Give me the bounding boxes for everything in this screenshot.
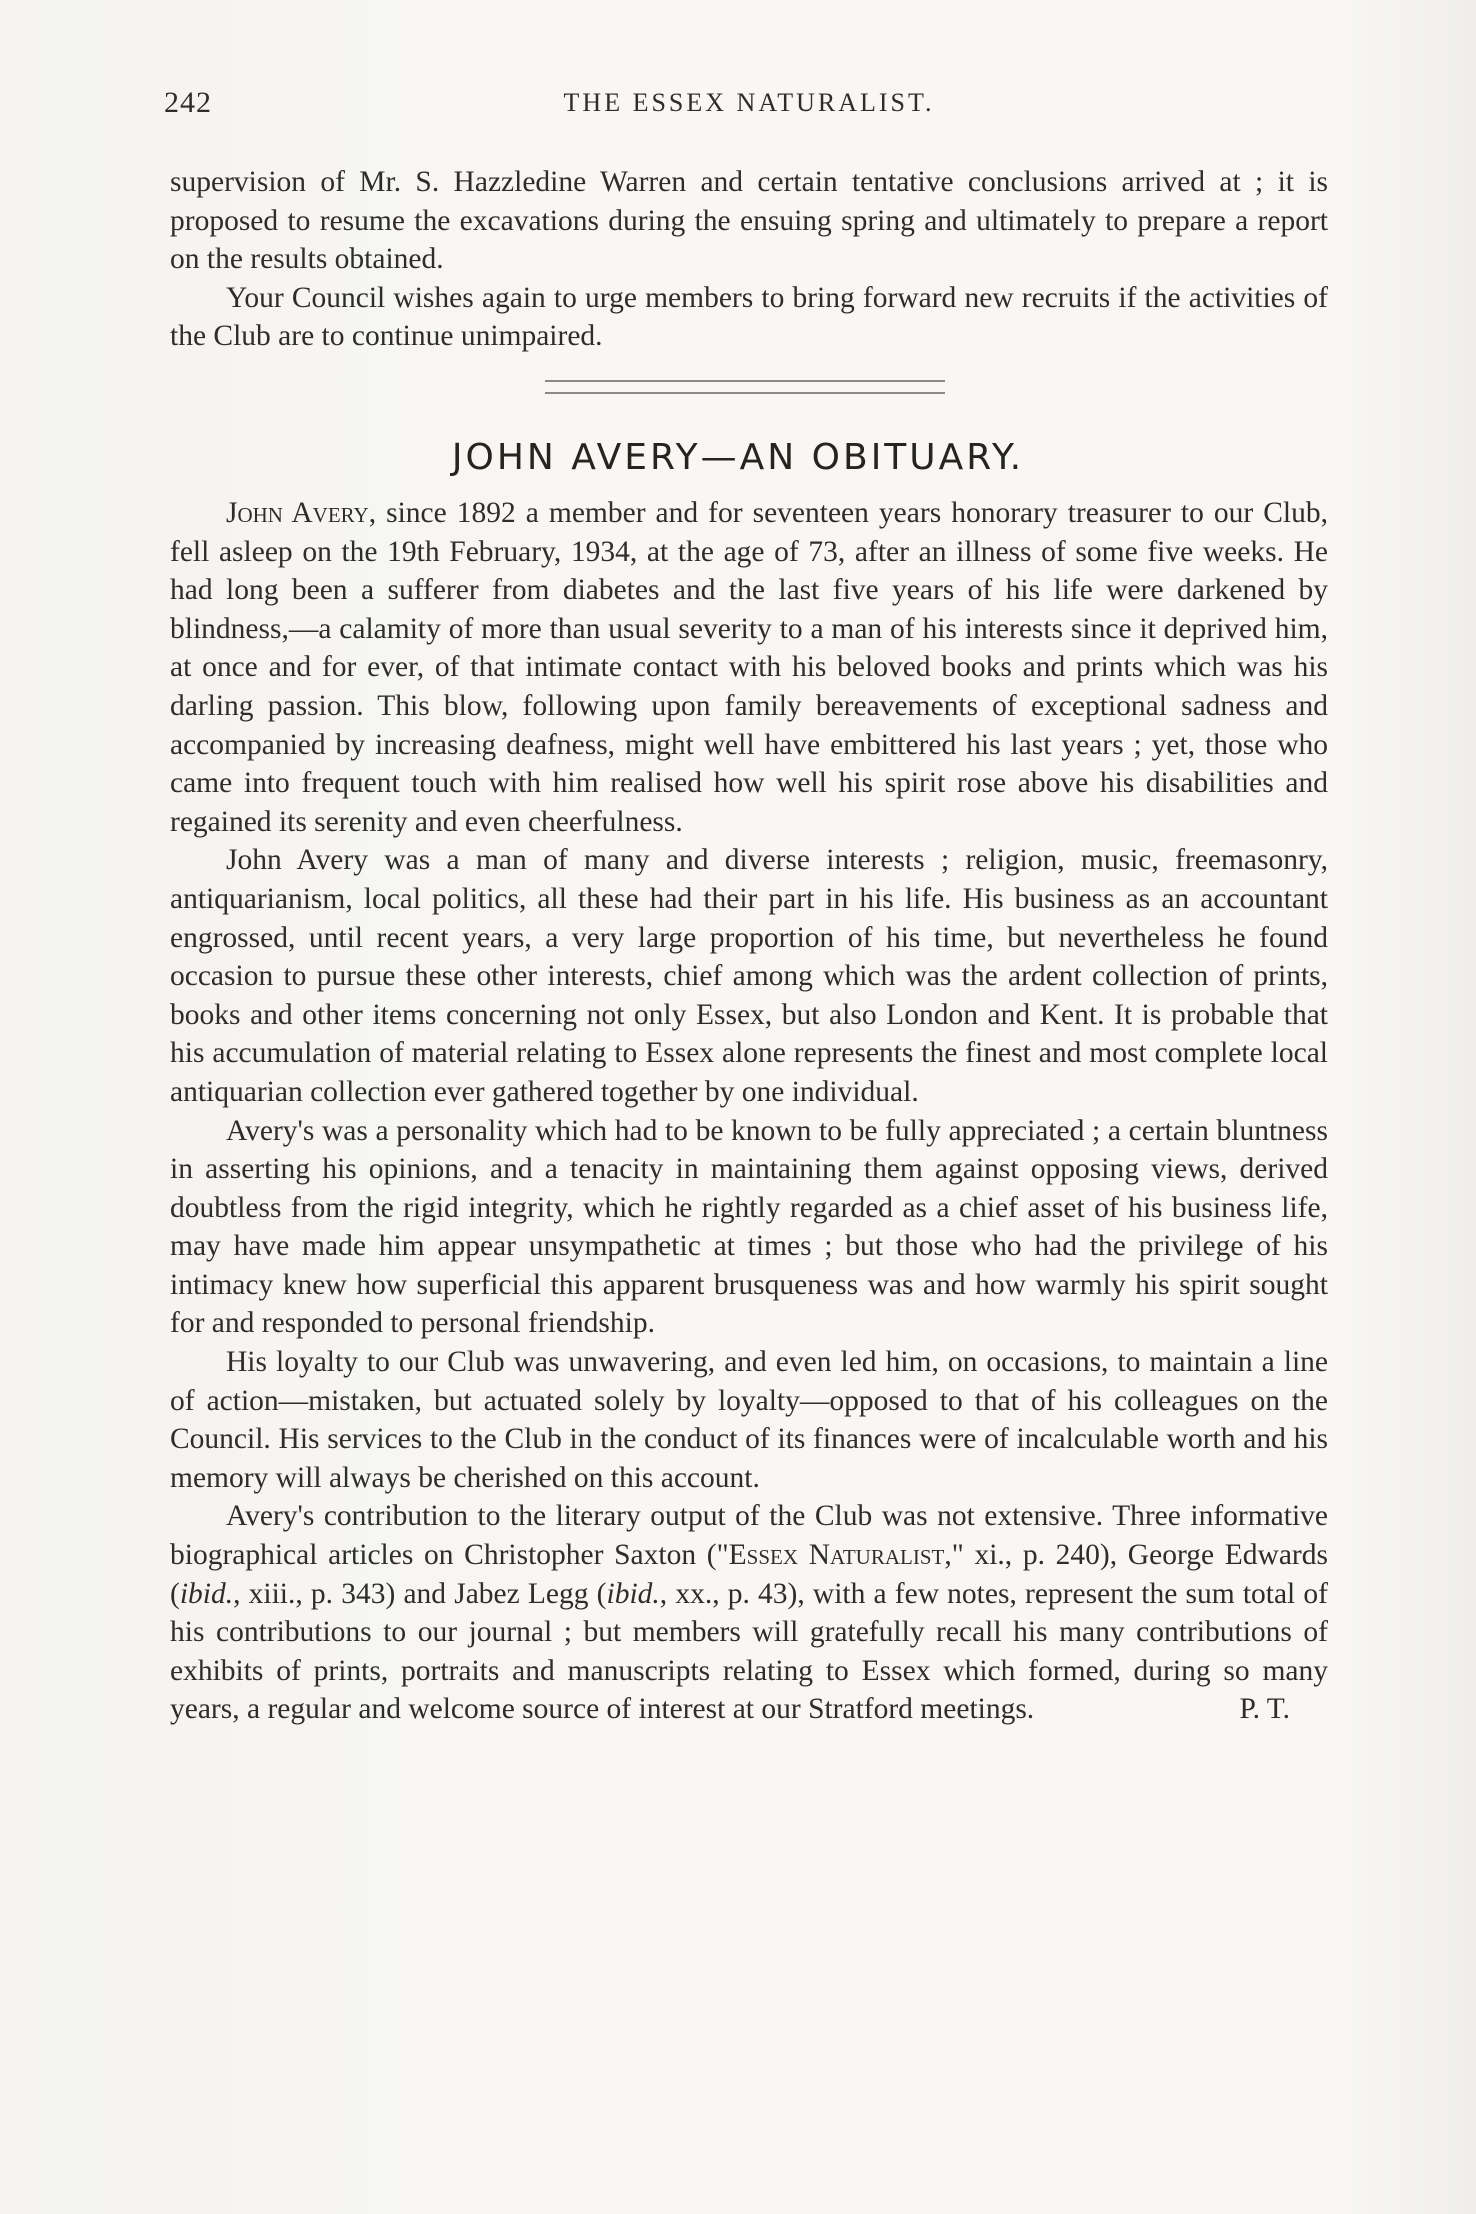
journal-name: Essex Naturalist [728, 1539, 945, 1572]
intro-paragraph-1: supervision of Mr. S. Hazzledine Warren and certain tentative conclusions arrived at ; it is proposed to resume the excavations during the ensuing spring and ultimately to prepare a report on the results obtained. [170, 166, 1328, 276]
obituary-paragraph-1 [170, 494, 1328, 841]
paragraph-5-text-b: ," xi., p. 240), George Edwards ( [170, 1539, 1328, 1610]
ibid-reference: ibid. [606, 1577, 660, 1610]
subject-name: John Avery [226, 497, 369, 529]
intro-paragraph-2: Your Council wishes again to urge members to bring forward new recruits if the activities of the Club are to continue unimpaired. [170, 281, 1328, 353]
intro-section [170, 163, 1328, 356]
page-header [164, 86, 1334, 126]
obituary-body [170, 494, 1328, 1729]
paragraph-5-text-a: Avery's contribution to the literary output of the Club was not extensive. Three informative biographical articles on Christopher Saxton (" [170, 1500, 1328, 1572]
running-title: THE ESSEX NATURALIST. [563, 88, 935, 117]
obituary-paragraph-2: John Avery was a man of many and diverse interests ; religion, music, freemasonry, antiquarianism, local politics, all these had their part in his life. His business as an accountant engrossed, until recent years, a very large proportion of his time, but nevertheless he found occasion to pursue these other interests, chief among which was the ardent collection of prints, books and other items concerning not only Essex, but also London and Kent. It is probable that his accumulation of material relating to Essex alone represents the finest and most complete local antiquarian collection ever gathered together by one individual. [170, 844, 1328, 1108]
author-initials: P. T. [1239, 1693, 1290, 1726]
obituary-paragraph-1-text: , since 1892 a member and for seventeen years honorary treasurer to our Club, fell asleep on the 19th February, 1934, at the age of 73, after an illness of some five weeks. He had long been a sufferer from diabetes and the last five years of his life were darkened by blindness,—a calamity of more than usual severity to a man of his interests since it deprived him, at once and for ever, of that intimate contact with his beloved books and prints which was his darling passion. This blow, following upon family bereavements of exceptional sadness and accompanied by increasing deafness, might well have embittered his last years ; yet, those who came into frequent touch with him realised how well his spirit rose above his disabilities and regained its serenity and even cheerfulness. [170, 497, 1328, 838]
paragraph-5-text-d: , xx., p. 43), with a few notes, represent the sum total of his contributions to our journal ; but members will gratefully recall his many contributions of exhibits of prints, portraits and manuscripts relating to Essex which formed, during so many years, a regular and welcome source of interest at our Stratford meetings. [170, 1577, 1328, 1726]
obituary-paragraph-5 [170, 1497, 1328, 1729]
ibid-reference: ibid. [179, 1577, 234, 1610]
page-number: 242 [164, 86, 212, 119]
obituary-paragraph-3: Avery's was a personality which had to be known to be fully appreciated ; a certain bluntness in asserting his opinions, and a tenacity in maintaining them against opposing views, derived doubtless from the rigid integrity, which he rightly regarded as a chief asset of his business life, may have made him appear unsympathetic at times ; but those who had the privilege of his intimacy knew how superficial this apparent brusqueness was and how warmly his spirit sought for and responded to personal friendship. [170, 1114, 1328, 1340]
paragraph-5-text-c: , xiii., p. 343) and Jabez Legg ( [233, 1577, 607, 1610]
obituary-title: JOHN AVERY—AN OBITUARY. [451, 437, 1025, 478]
section-divider [545, 380, 945, 394]
obituary-paragraph-4: His loyalty to our Club was unwavering, and even led him, on occasions, to maintain a line of action—mistaken, but actuated solely by loyalty—opposed to that of his colleagues on the Council. His services to the Club in the conduct of its finances were of incalculable worth and his memory will always be cherished on this account. [170, 1346, 1328, 1494]
